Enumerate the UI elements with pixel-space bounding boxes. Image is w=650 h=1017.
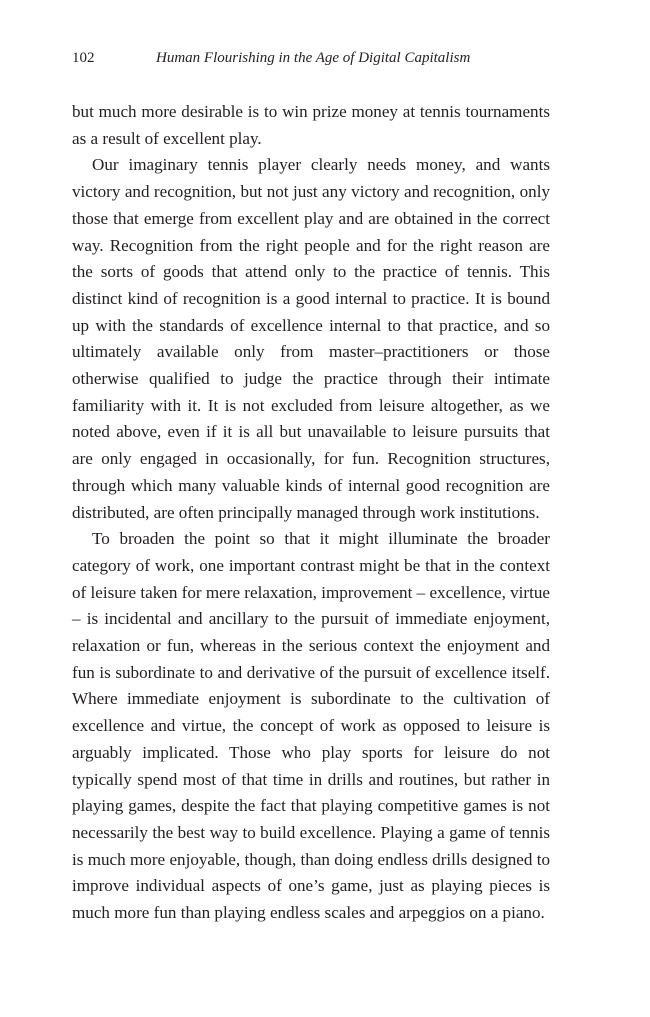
paragraph-continuation: but much more desirable is to win prize money at tennis tournaments as a result of excellent play. xyxy=(72,102,550,148)
paragraph-recognition: Our imaginary tennis player clearly needs money, and wants victory and recognition, but not just any victory and recognition, only those that emerge from excellent play and are obtained in the correct way. Recognition from the right people and for the right reason are the sorts of goods that attend only to the practice of tennis. This distinct kind of recognition is a good internal to practice. It is bound up with the standards of excellence internal to that practice, and so ultimately available only from master–practitioners or those otherwise qualified to judge the practice through their intimate familiarity with it. It is not excluded from leisure altogether, as we noted above, even if it is all but unavailable to leisure pursuits that are only engaged in occasionally, for fun. Recognition structures, through which many valuable kinds of internal good recognition are distributed, are often principally managed through work institutions. xyxy=(72,155,550,522)
page-number: 102 xyxy=(72,50,95,66)
paragraph-work-contrast: To broaden the point so that it might illuminate the broader category of work, one important contrast might be that in the context of leisure taken for mere relaxation, improvement – excellence, virtue – is incidental and ancillary to the pursuit of immediate enjoyment, relaxation or fun, whereas in the serious context the enjoyment and fun is subordinate to and derivative of the pursuit of excellence itself. Where immediate enjoyment is subordinate to the cultivation of excellence and virtue, the concept of work as opposed to leisure is arguably implicated. Those who play sports for leisure do not typically spend most of that time in drills and routines, but rather in playing games, despite the fact that playing competitive games is not necessarily the best way to build excellence. Playing a game of tennis is much more enjoyable, though, than doing endless drills designed to improve individual aspects of one’s game, just as playing pieces is much more fun than playing endless scales and arpeggios on a piano. xyxy=(72,529,550,923)
running-head xyxy=(72,50,550,74)
running-title: Human Flourishing in the Age of Digital Capitalism xyxy=(156,50,471,66)
body-text xyxy=(72,99,550,927)
